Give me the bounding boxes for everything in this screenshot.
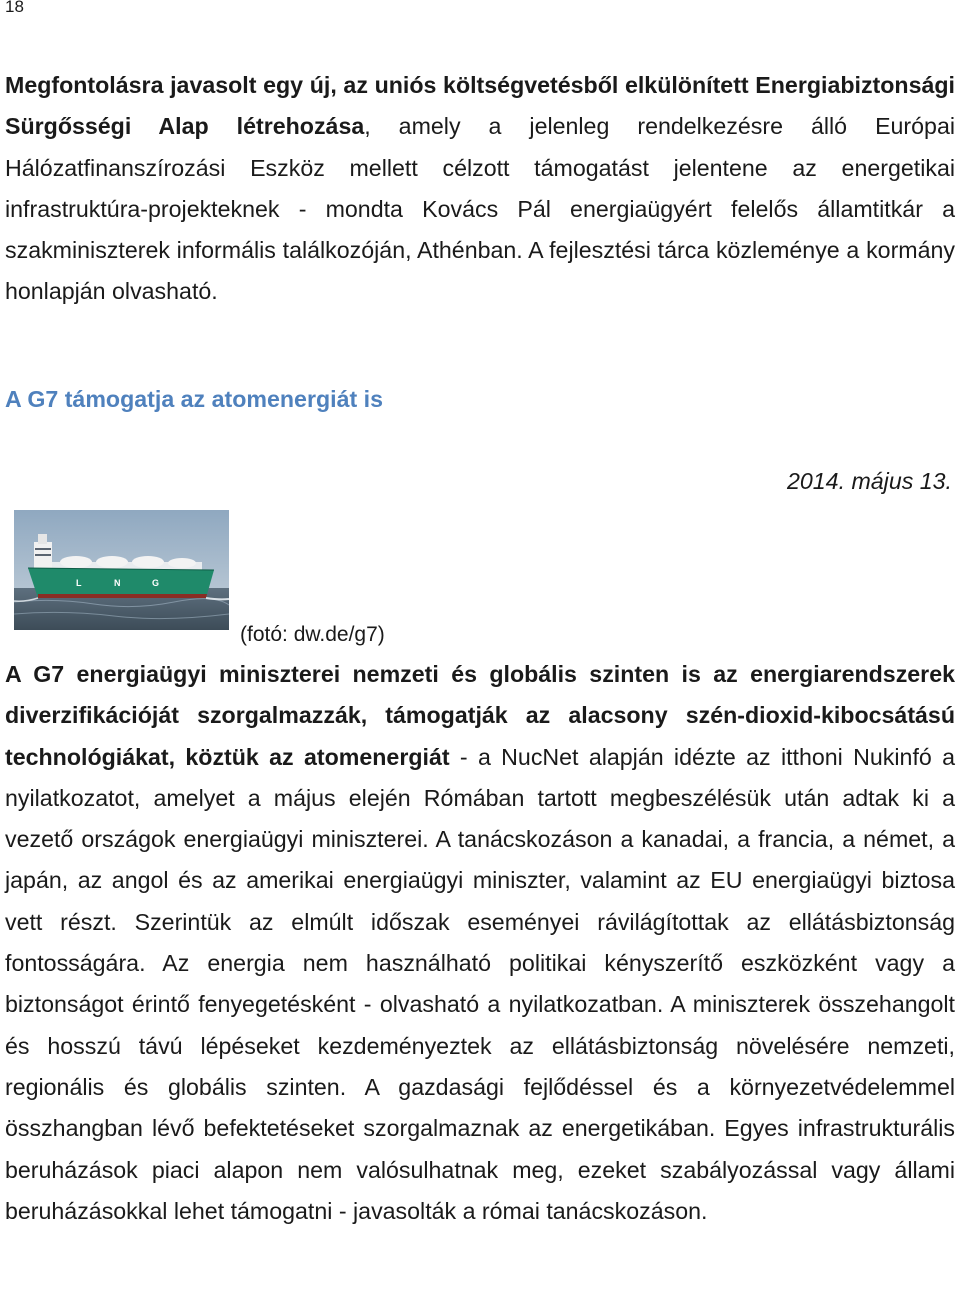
ship-letter-2: N <box>114 578 121 588</box>
article-body-text: - a NucNet alapján idézte az itthoni Nukinfó a nyilatkozatot, amelyet a május elején Rómában tartott megbeszélésük után adtak ki a vezető országok energiaügyi miniszterei. A tanácskozáson a kanadai, a francia, a német, a japán, az angol és az amerikai energiaügyi miniszter, valamint az EU energiaügyi biztosa vett részt. Szerintük az elmúlt időszak eseményei rávilágítottak az ellátásbiztonság fontosságára. Az energia nem használható politikai kényszerítő eszközként vagy a biztonságot érintő fenyegetésként - olvasható a nyilatkozatban. A miniszterek összehangolt és hosszú távú lépéseket kezdeményeztek az ellátásbiztonság növelésére nemzeti, regionális és globális szinten. A gazdasági fejlődéssel és a környezetvédelemmel összhangban lévő befektetéseket szorgalmaznak az energetikában. Egyes infrastrukturális beruházások piaci alapon nem valósulhatnak meg, ezeket szabályozással vagy állami beruházásokkal lehet támogatni - javasolták a római tanácskozáson. <box>5 743 955 1224</box>
lng-ship-illustration <box>14 510 229 630</box>
ship-letter-1: L <box>76 578 82 588</box>
intro-paragraph-text: , amely a jelenleg rendelkezésre álló Európai Hálózatfinanszírozási Eszköz mellett célzott támogatást jelentene az energetikai infrastruktúra-projekteknek - mondta Kovács Pál energiaügyért felelős államtitkár a szakminiszterek informális találkozóján, Athénban. A fejlesztési tárca közleménye a kormány honlapján olvasható. <box>5 113 955 305</box>
article-date: 2014. május 13. <box>787 468 952 494</box>
article-heading: A G7 támogatja az atomenergiát is <box>5 386 383 412</box>
article-photo <box>14 510 229 630</box>
page-number: 18 <box>5 0 24 16</box>
article-body-bold: A G7 energiaügyi miniszterei nemzeti és globális szinten is az energiarendszerek diverzifikációját szorgalmazzák, támogatják az alacsony szén-dioxid-kibocsátású technológiákat, köztük az atomenergiát <box>5 661 955 770</box>
intro-paragraph <box>5 65 955 313</box>
intro-paragraph-bold: Megfontolásra javasolt egy új, az uniós költségvetésből elkülönített Energiabiztonsági Sürgősségi Alap létrehozása <box>5 72 955 140</box>
article-body <box>5 654 955 1232</box>
photo-caption: (fotó: dw.de/g7) <box>240 623 385 646</box>
ship-letter-3: G <box>152 578 160 588</box>
